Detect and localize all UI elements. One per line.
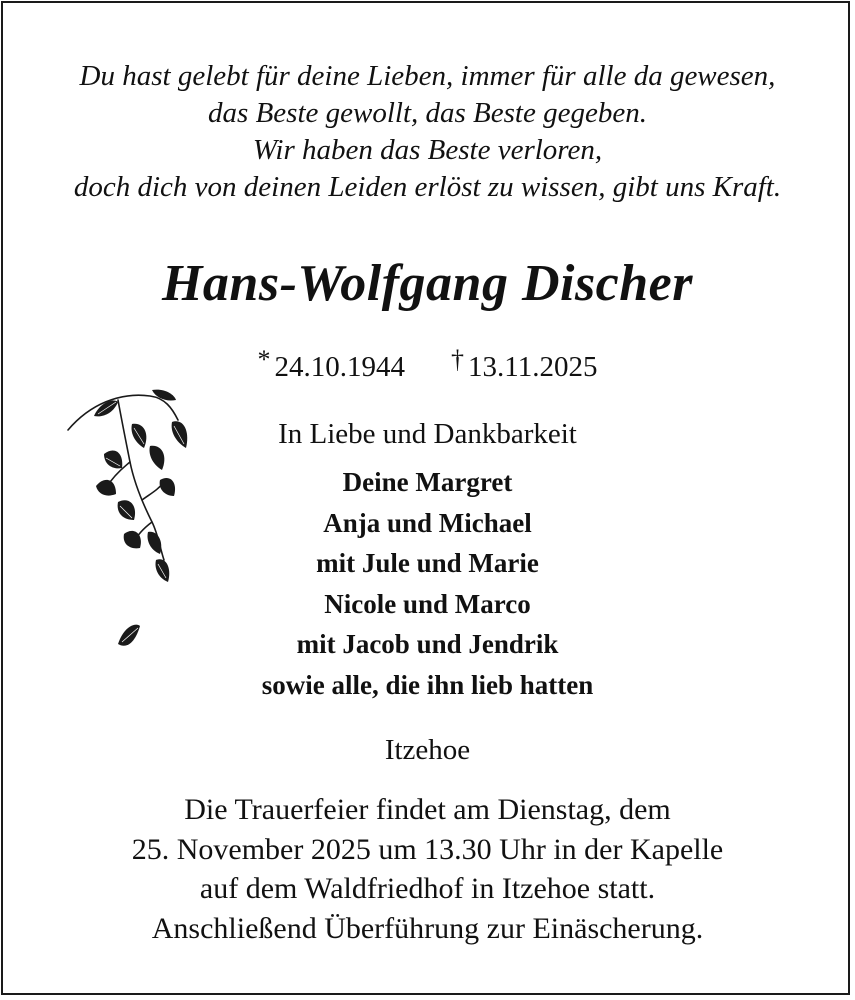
mourner-line: sowie alle, die ihn lieb hatten [261,669,594,700]
birch-branch-icon [60,382,210,682]
mourner-line: Deine Margret [342,467,513,497]
mourner-line: Nicole und Marco [324,588,531,619]
deceased-name: Hans-Wolfgang Discher [161,255,694,312]
birth-date: 24.10.1944 [274,351,406,383]
notice-line: Die Trauerfeier findet am Dienstag, dem [184,793,671,826]
mourner-line: mit Jacob und Jendrik [296,629,559,659]
poem [0,58,855,206]
city-name: Itzehoe [384,734,471,766]
mourners-list [200,462,655,705]
mourner-line: mit Jule und Marie [316,548,539,578]
mourners-intro: In Liebe und Dankbarkeit [278,418,577,450]
poem-line: Du hast gelebt für deine Lieben, immer für alle da gewesen, [79,60,776,92]
poem-line: Wir haben das Beste verloren, [252,134,603,166]
funeral-notice [0,790,855,948]
mourner-line: Anja und Michael [323,507,532,538]
death-date: 13.11.2025 [468,351,598,383]
death-cross-icon: † [451,345,465,374]
life-dates [0,340,855,387]
poem-line: das Beste gewollt, das Beste gegeben. [208,97,647,129]
poem-line: doch dich von deinen Leiden erlöst zu wissen, gibt uns Kraft. [73,171,782,203]
notice-line: Anschließend Überführung zur Einäscherung. [151,911,704,945]
birth-star-icon: * [257,345,271,374]
notice-line: auf dem Waldfriedhof in Itzehoe statt. [199,872,656,905]
notice-line: 25. November 2025 um 13.30 Uhr in der Kapelle [131,832,724,866]
